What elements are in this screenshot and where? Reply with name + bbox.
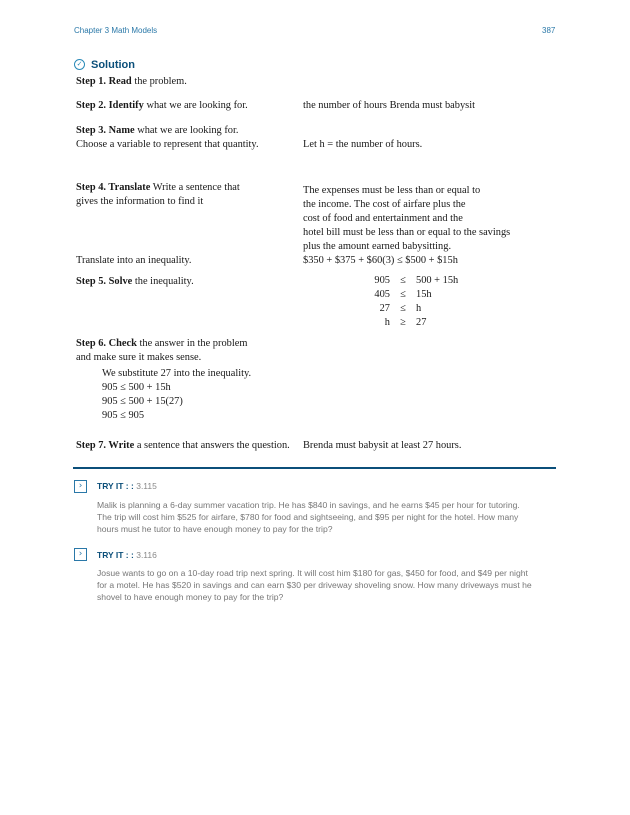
chevron-right-icon[interactable]: › xyxy=(74,548,87,561)
step-2: Step 2. Identify what we are looking for. xyxy=(76,100,248,111)
step-7-answer: Brenda must babysit at least 27 hours. xyxy=(303,440,462,451)
try-it-problem: Malik is planning a 6-day summer vacation trip. He has $840 in savings, and he earns $45 per hour for tutoring. The trip will cost him $525 for airfare, $780 for food and sightseeing, and $95 per night for the hotel. How many hours must he tutor to have enough money to pay for the trip? xyxy=(97,500,520,535)
step-4: Step 4. Translate Write a sentence that xyxy=(76,182,240,193)
step-4-sentence: The expenses must be less than or equal to the income. The cost of airfare plus the cost of food and entertainment and the hotel bill must be less than or equal to the savings plus the amount earned babysitting. xyxy=(303,185,511,252)
step-3-answer: Let h = the number of hours. xyxy=(303,139,423,150)
translate-label: Translate into an inequality. xyxy=(76,255,192,266)
step-7: Step 7. Write a sentence that answers the question. xyxy=(76,440,290,451)
step-6-line2: and make sure it makes sense. xyxy=(76,352,202,363)
step-6-check: We substitute 27 into the inequality. 905 ≤ 500 + 15h 905 ≤ 500 + 15(27) 905 ≤ 905 xyxy=(102,368,252,421)
step-3-line2: Choose a variable to represent that quantity. xyxy=(76,139,259,150)
step-6: Step 6. Check the answer in the problem xyxy=(76,338,248,349)
step-5: Step 5. Solve the inequality. xyxy=(76,276,194,287)
inequality-row: 27 ≤ h xyxy=(379,303,422,314)
try-it-label: TRY IT : : 3.116 xyxy=(97,550,157,560)
chapter-title: Chapter 3 Math Models xyxy=(74,26,158,35)
inequality-row: 905 ≤ 500 + 15h xyxy=(374,275,459,286)
step-4-line2: gives the information to find it xyxy=(76,196,204,207)
step-1: Step 1. Read the problem. xyxy=(76,76,187,87)
step-2-answer: the number of hours Brenda must babysit xyxy=(303,100,475,111)
try-it-problem: Josue wants to go on a 10-day road trip next spring. It will cost him $180 for gas, $450 for food, and $49 per night for a motel. He has $520 in savings and can earn $30 per driveway shoveling snow. How many driveways must he shovel to have enough money to pay for the trip? xyxy=(97,568,532,603)
step-3: Step 3. Name what we are looking for. xyxy=(76,125,239,136)
try-it-label: TRY IT : : 3.115 xyxy=(97,481,157,491)
inequality-row: 405 ≤ 15h xyxy=(374,289,432,300)
chevron-right-icon[interactable]: › xyxy=(74,480,87,493)
step-4-inequality: $350 + $375 + $60(3) ≤ $500 + $15h xyxy=(303,255,458,266)
page-number: 387 xyxy=(542,26,556,35)
solution-title: Solution xyxy=(91,59,135,71)
check-circle-icon: ✓ xyxy=(74,59,85,70)
step-5-solution xyxy=(352,274,496,330)
section-divider xyxy=(73,467,556,469)
inequality-row: h ≥ 27 xyxy=(384,317,427,328)
